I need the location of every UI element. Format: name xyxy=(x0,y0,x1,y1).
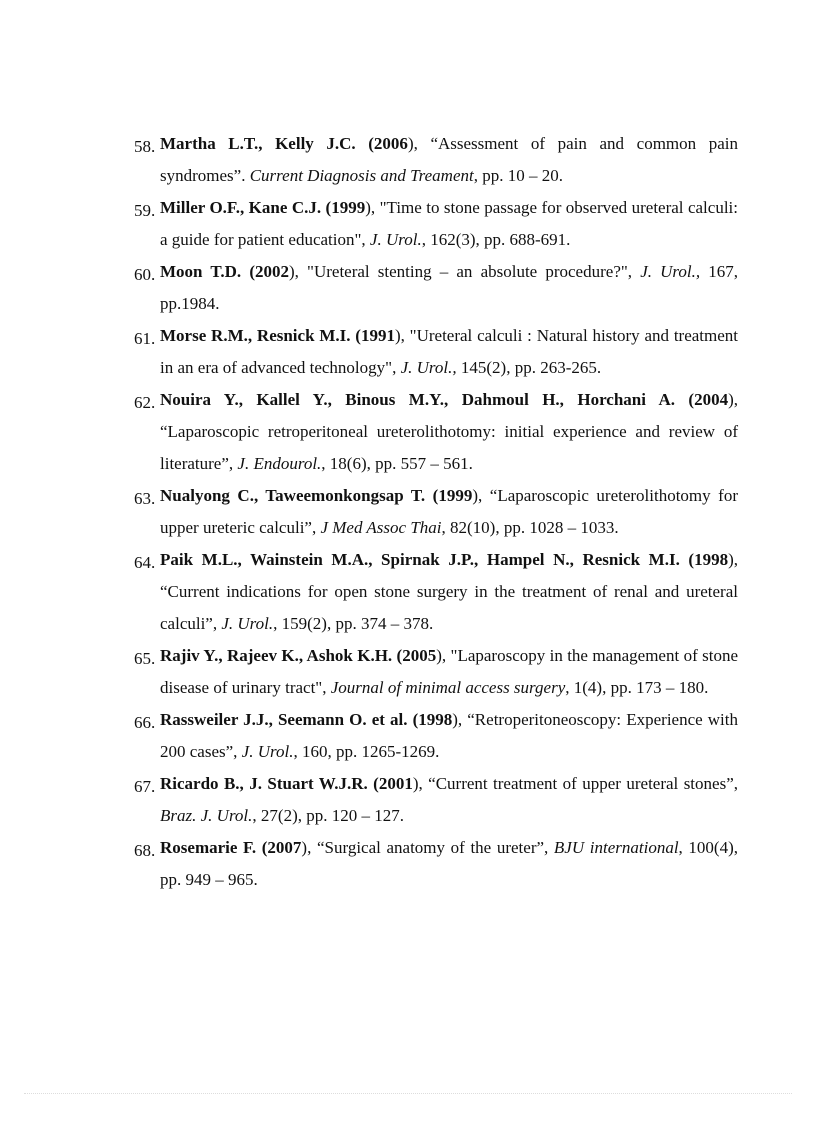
reference-list xyxy=(134,128,738,896)
reference-journal: J. Urol., xyxy=(640,262,701,281)
reference-number: 59. xyxy=(134,201,156,220)
reference-text xyxy=(160,320,738,384)
reference-journal: Journal of minimal access surgery xyxy=(330,678,566,697)
reference-entry xyxy=(134,384,738,480)
reference-title: ), “Laparoscopic ureterolithotomy for upper ureteric calculi”, xyxy=(160,486,738,537)
reference-text xyxy=(160,384,738,480)
reference-number: 62. xyxy=(134,393,156,412)
reference-entry xyxy=(134,320,738,384)
reference-text xyxy=(160,640,738,704)
reference-details: , 27(2), pp. 120 – 127. xyxy=(252,806,404,825)
reference-number: 61. xyxy=(134,329,156,348)
reference-title: ), "Ureteral stenting – an absolute procedure?", xyxy=(288,262,641,281)
reference-title: ), “Current indications for open stone surgery in the treatment of renal and ureteral calculi”, xyxy=(160,550,738,633)
reference-text xyxy=(160,704,738,768)
reference-journal: J. Urol. xyxy=(369,230,422,249)
reference-title: ), “Retroperitoneoscopy: Experience with 200 cases”, xyxy=(160,710,739,761)
reference-journal: Current Diagnosis and Treament xyxy=(249,166,474,185)
reference-title: ), “Current treatment of upper ureteral stones”, xyxy=(412,774,738,793)
reference-journal: Braz. J. Urol. xyxy=(160,806,253,825)
reference-authors: Ricardo B., J. Stuart W.J.R. (2001 xyxy=(160,774,413,793)
reference-text xyxy=(160,192,738,256)
reference-entry xyxy=(134,768,738,832)
reference-details: , 18(6), pp. 557 – 561. xyxy=(321,454,473,473)
reference-entry xyxy=(134,256,738,320)
reference-authors: Miller O.F., Kane C.J. (1999 xyxy=(160,198,366,217)
reference-journal: J. Endourol. xyxy=(237,454,322,473)
reference-authors: Martha L.T., Kelly J.C. (2006 xyxy=(160,134,408,153)
reference-entry xyxy=(134,128,738,192)
reference-text xyxy=(160,544,738,640)
reference-title: ), "Ureteral calculi : Natural history and treatment in an era of advanced technology", xyxy=(160,326,739,377)
reference-details: , 162(3), pp. 688-691. xyxy=(421,230,571,249)
reference-text xyxy=(160,480,738,544)
reference-journal: J. Urol. xyxy=(221,614,274,633)
reference-authors: Morse R.M., Resnick M.I. (1991 xyxy=(160,326,395,345)
reference-entry xyxy=(134,480,738,544)
reference-number: 60. xyxy=(134,265,156,284)
reference-details: , pp. 10 – 20. xyxy=(473,166,563,185)
reference-details: , 1(4), pp. 173 – 180. xyxy=(565,678,709,697)
reference-details: 145(2), pp. 263-265. xyxy=(456,358,602,377)
reference-details: , 100(4), pp. 949 – 965. xyxy=(160,838,739,889)
reference-details: , 82(10), pp. 1028 – 1033. xyxy=(441,518,619,537)
reference-number: 65. xyxy=(134,649,156,668)
reference-text xyxy=(160,128,738,192)
reference-number: 66. xyxy=(134,713,156,732)
reference-entry xyxy=(134,192,738,256)
reference-authors: Nualyong C., Taweemonkongsap T. (1999 xyxy=(160,486,473,505)
reference-details: , 159(2), pp. 374 – 378. xyxy=(273,614,434,633)
reference-authors: Moon T.D. (2002 xyxy=(160,262,289,281)
reference-text xyxy=(160,768,738,832)
reference-number: 63. xyxy=(134,489,156,508)
reference-authors: Rosemarie F. (2007 xyxy=(160,838,302,857)
reference-entry xyxy=(134,544,738,640)
reference-journal: J. Urol., xyxy=(400,358,457,377)
reference-authors: Nouira Y., Kallel Y., Binous M.Y., Dahmoul H., Horchani A. (2004 xyxy=(160,390,729,409)
reference-title: ), “Surgical anatomy of the ureter”, xyxy=(301,838,554,857)
reference-journal: BJU international xyxy=(553,838,679,857)
reference-text xyxy=(160,256,738,320)
reference-title: ), "Time to stone passage for observed ureteral calculi: a guide for patient education", xyxy=(160,198,738,249)
reference-entry xyxy=(134,640,738,704)
reference-text xyxy=(160,832,738,896)
page-bottom-divider xyxy=(24,1093,792,1094)
reference-title: ), “Laparoscopic retroperitoneal ureterolithotomy: initial experience and review of literature”, xyxy=(160,390,738,473)
reference-details: , 160, pp. 1265-1269. xyxy=(293,742,440,761)
reference-entry xyxy=(134,704,738,768)
reference-journal: J Med Assoc Thai xyxy=(320,518,442,537)
reference-entry xyxy=(134,832,738,896)
reference-authors: Rassweiler J.J., Seemann O. et al. (1998 xyxy=(160,710,453,729)
reference-authors: Rajiv Y., Rajeev K., Ashok K.H. (2005 xyxy=(160,646,437,665)
reference-details: 167, pp.1984. xyxy=(160,262,738,313)
reference-title: ), “Assessment of pain and common pain syndromes”. xyxy=(160,134,739,185)
reference-authors: Paik M.L., Wainstein M.A., Spirnak J.P., Hampel N., Resnick M.I. (1998 xyxy=(160,550,729,569)
reference-journal: J. Urol. xyxy=(241,742,294,761)
reference-number: 68. xyxy=(134,841,156,860)
reference-title: ), "Laparoscopy in the management of stone disease of urinary tract", xyxy=(160,646,738,697)
reference-number: 64. xyxy=(134,553,156,572)
reference-number: 58. xyxy=(134,137,156,156)
reference-number: 67. xyxy=(134,777,156,796)
